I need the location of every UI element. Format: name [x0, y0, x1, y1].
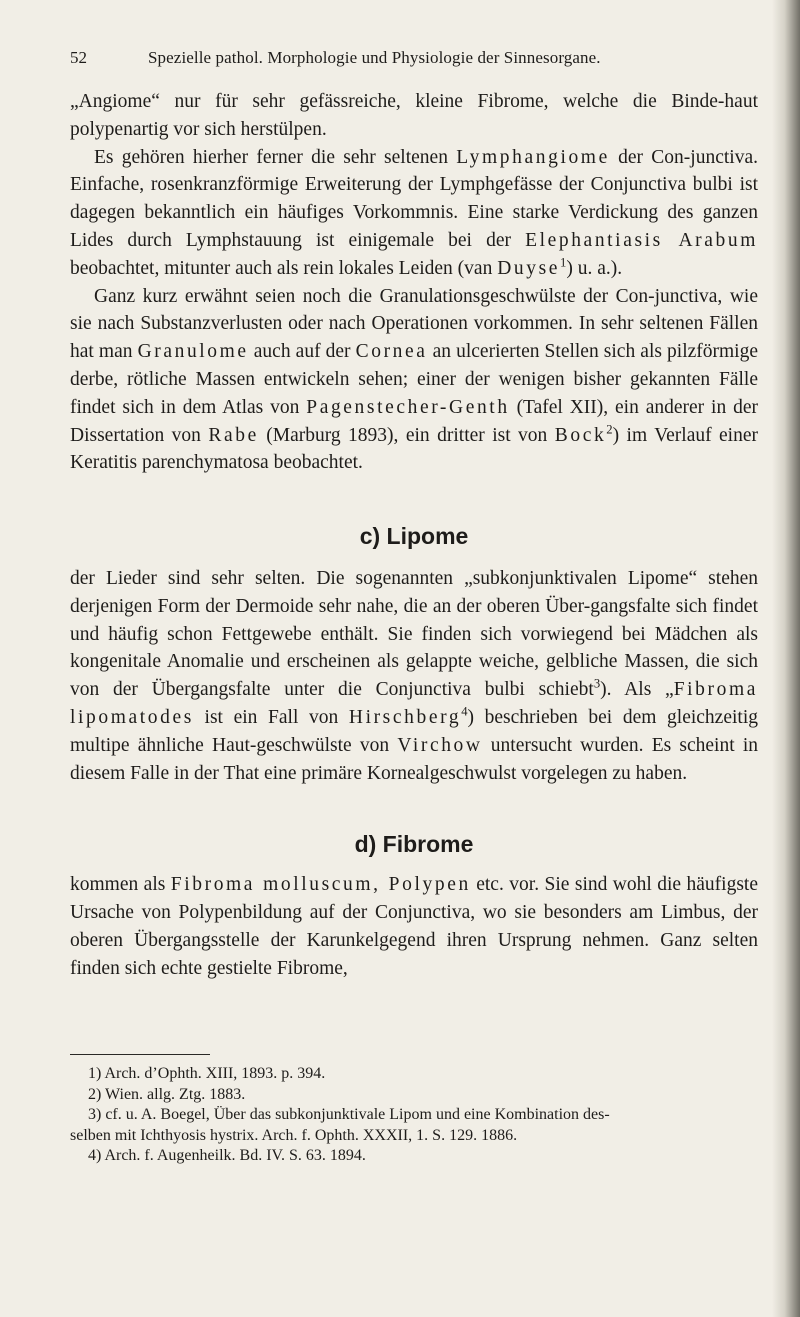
footnote-1: 1) Arch. d’Ophth. XIII, 1893. p. 394.: [88, 1065, 326, 1082]
text-run: ). Als „: [600, 679, 674, 701]
page-header: [70, 48, 750, 78]
text-run: etc. vor. Sie sind wohl die häufigste Ursache von Polypenbildung auf der Conjunctiva, wo sie besonders am Limbus, der oberen Übergangsstelle der Karunkelgegend ihren Ursprung nehmen. Ganz selten finden sich echte gestielte Fibrome,: [70, 874, 758, 979]
text-run: ist ein Fall von: [193, 706, 349, 728]
text-run: (Tafel XII), ein anderer in der Dissertation von: [70, 396, 758, 446]
author-name: Rabe: [208, 424, 259, 446]
text-run: an ulcerierten Stellen sich als pilzförmige derbe, rötliche Massen entwickeln sehen; einer der wenigen bisher gekannten Fälle findet sich in dem Atlas von: [70, 341, 758, 418]
text-run: Es gehören hierher ferner die sehr seltenen: [94, 146, 457, 168]
footnote-4: 4) Arch. f. Augenheilk. Bd. IV. S. 63. 1894.: [88, 1147, 366, 1164]
spaced-term: Granulome: [137, 341, 249, 363]
page-number: 52: [70, 48, 87, 67]
spaced-term: Fibroma lipomatodes: [70, 679, 758, 728]
spaced-term: Fibroma molluscum, Polypen: [170, 874, 471, 896]
text-run: (Marburg 1893), ein dritter ist von: [258, 424, 555, 446]
text-run: ) im Verlauf einer Keratitis parenchymatosa beobachtet.: [70, 424, 759, 474]
author-name: Bock: [554, 424, 607, 446]
author-name: Duyse: [497, 257, 561, 279]
text-run: kommen als: [70, 874, 171, 896]
text-run: ) u. a.).: [566, 257, 623, 279]
text-run: beobachtet, mitunter auch als rein lokales Leiden (van: [70, 257, 498, 279]
author-name: Hirschberg: [348, 706, 462, 728]
main-text: [70, 88, 758, 982]
spaced-term: Lymphangiome: [456, 146, 610, 168]
spaced-term: Cornea: [355, 341, 428, 363]
section-heading-lipome: c) Lipome: [359, 523, 469, 550]
text-run: der Lieder sind sehr selten. Die sogenannten „subkonjunktivalen Lipome“ stehen derjenigen Form der Dermoide sehr nahe, die an der oberen Über-gangsfalte sich findet und häufig schon Fettgewebe enthält. Sie finden sich vorwiegend bei Mädchen als kongenitale Anomalie und erscheinen als gelappte weiche, gelbliche Massen, die sich von der Übergangsfalte unter die Conjunctiva bulbi schiebt: [70, 567, 758, 701]
author-name: Virchow: [397, 734, 483, 756]
paragraph-granulome: [70, 283, 758, 478]
page-edge-shadow: [772, 0, 800, 1317]
author-name: Pagenstecher-Genth: [306, 396, 510, 418]
text-run: ) beschrieben bei dem gleichzeitig multipe ähnliche Haut-geschwülste von: [70, 706, 758, 756]
section-heading-fibrome: d) Fibrome: [354, 831, 474, 858]
text-run: untersucht wurden. Es scheint in diesem Falle in der That eine primäre Kornealgeschwulst vorgelegen zu haben.: [70, 734, 758, 784]
footnote-3: 3) cf. u. A. Boegel, Über das subkonjunktivale Lipom und eine Kombination des-: [88, 1106, 610, 1123]
footnote-ref: 4: [461, 704, 468, 719]
footnote-ref: 2: [606, 422, 613, 437]
text-run: Ganz kurz erwähnt seien noch die Granulationsgeschwülste der Con-junctiva, wie sie nach Substanzverlusten oder nach Operationen vorkommen. In sehr seltenen Fällen hat man: [70, 285, 758, 363]
text-run: auch auf der: [248, 341, 356, 363]
running-title: Spezielle pathol. Morphologie und Physiologie der Sinnesorgane.: [148, 48, 601, 67]
paragraph-fibrome: [70, 871, 758, 982]
footnote-ref: 3: [593, 676, 601, 691]
footnote-ref: 1: [560, 255, 567, 270]
footnote-3-continued: selben mit Ichthyosis hystrix. Arch. f. Ophth. XXXII, 1. S. 129. 1886.: [70, 1126, 518, 1144]
paragraph-text: „Angiome“ nur für sehr gefässreiche, kleine Fibrome, welche die Binde-haut polypenartig vor sich herstülpen.: [70, 91, 758, 140]
spaced-term: Elephantiasis Arabum: [525, 229, 758, 251]
paragraph-lipome: [70, 565, 758, 787]
paragraph-angiome: [70, 88, 758, 144]
footnote-divider: [70, 1054, 210, 1055]
footnotes: [70, 1064, 758, 1167]
footnote-2: 2) Wien. allg. Ztg. 1883.: [88, 1085, 246, 1103]
text-run: der Con-junctiva. Einfache, rosenkranzförmige Erweiterung der Lymphgefässe der Conjunctiva bulbi ist dagegen bekanntlich ein häufiges Vorkommnis. Eine starke Verdickung des ganzen Lides durch Lymphstauung ist einigemale bei der: [70, 146, 758, 251]
paragraph-lymphangiome: [70, 144, 758, 283]
